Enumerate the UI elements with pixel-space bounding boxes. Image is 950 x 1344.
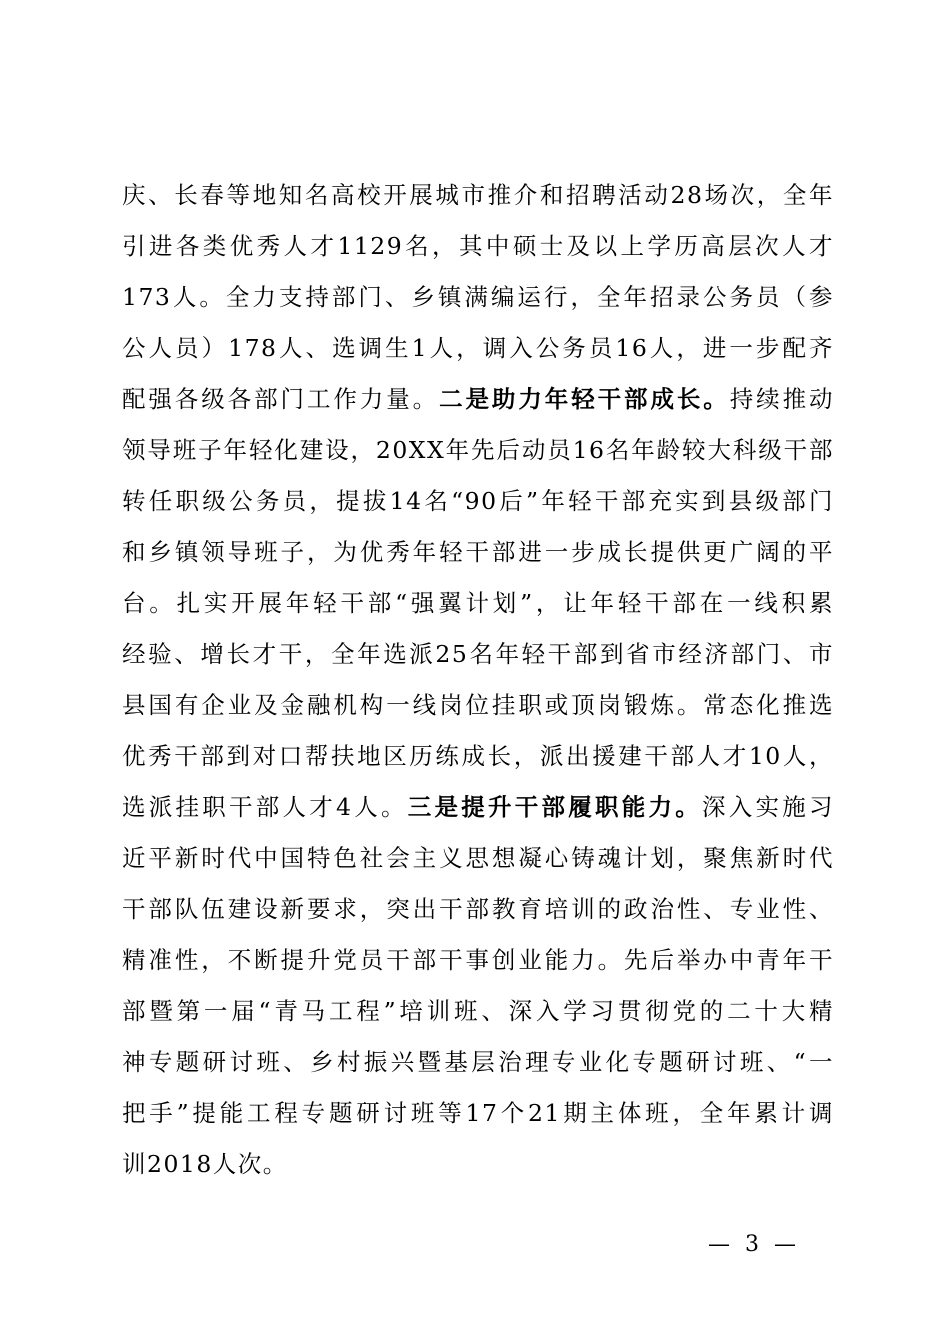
- text-segment: 公人员）178人、选调生1人，调入公务员16人，进一步配齐: [122, 334, 834, 362]
- text-line: [122, 221, 834, 272]
- text-line: [122, 782, 834, 833]
- text-segment: 庆、长春等地知名高校开展城市推介和招聘活动28场次，全年: [122, 181, 834, 209]
- text-segment: 台。扎实开展年轻干部“强翼计划”，让年轻干部在一线积累: [122, 589, 834, 617]
- text-line: [122, 527, 834, 578]
- text-segment: 县国有企业及金融机构一线岗位挂职或顶岗锻炼。常态化推选: [122, 691, 834, 719]
- text-segment: 经验、增长才干，全年选派25名年轻干部到省市经济部门、市: [122, 640, 834, 668]
- text-line: [122, 578, 834, 629]
- text-segment: 精准性，不断提升党员干部干事创业能力。先后举办中青年干: [122, 946, 834, 974]
- bold-heading-phrase: 三是提升干部履职能力。: [407, 793, 703, 821]
- text-line: [122, 833, 834, 884]
- text-segment: 173人。全力支持部门、乡镇满编运行，全年招录公务员（参: [122, 283, 834, 311]
- text-line: [122, 935, 834, 986]
- text-line: [122, 170, 834, 221]
- text-segment: 引进各类优秀人才1129名，其中硕士及以上学历高层次人才: [122, 232, 834, 260]
- text-segment: 配强各级各部门工作力量。: [122, 385, 440, 413]
- text-segment: 部暨第一届“青马工程”培训班、深入学习贯彻党的二十大精: [122, 997, 834, 1025]
- text-segment: 转任职级公务员，提拔14名“90后”年轻干部充实到县级部门: [122, 487, 834, 515]
- text-line: [122, 629, 834, 680]
- text-segment: 训2018人次。: [122, 1150, 288, 1178]
- text-line: [122, 323, 834, 374]
- text-line: [122, 1139, 834, 1190]
- text-segment: 把手”提能工程专题研讨班等17个21期主体班，全年累计调: [122, 1099, 834, 1127]
- text-line: [122, 1037, 834, 1088]
- text-line: [122, 731, 834, 782]
- text-line: [122, 374, 834, 425]
- text-line: [122, 272, 834, 323]
- text-segment: 深入实施习: [702, 793, 835, 821]
- text-segment: 和乡镇领导班子，为优秀年轻干部进一步成长提供更广阔的平: [122, 538, 834, 566]
- text-segment: 近平新时代中国特色社会主义思想凝心铸魂计划，聚焦新时代: [122, 844, 834, 872]
- text-segment: 选派挂职干部人才4人。: [122, 793, 408, 821]
- text-line: [122, 476, 834, 527]
- bold-heading-phrase: 二是助力年轻干部成长。: [439, 385, 730, 413]
- text-segment: 神专题研讨班、乡村振兴暨基层治理专业化专题研讨班、“一: [122, 1048, 834, 1076]
- text-segment: 持续推动: [729, 385, 835, 413]
- text-segment: 优秀干部到对口帮扶地区历练成长，派出援建干部人才10人，: [122, 742, 834, 770]
- text-segment: 领导班子年轻化建设，20XX年先后动员16名年龄较大科级干部: [122, 436, 834, 464]
- text-line: [122, 986, 834, 1037]
- page-number: — 3 —: [708, 1232, 800, 1257]
- text-line: [122, 884, 834, 935]
- body-paragraph: [122, 170, 834, 1190]
- text-line: [122, 1088, 834, 1139]
- text-line: [122, 425, 834, 476]
- text-segment: 干部队伍建设新要求，突出干部教育培训的政治性、专业性、: [122, 895, 834, 923]
- text-line: [122, 680, 834, 731]
